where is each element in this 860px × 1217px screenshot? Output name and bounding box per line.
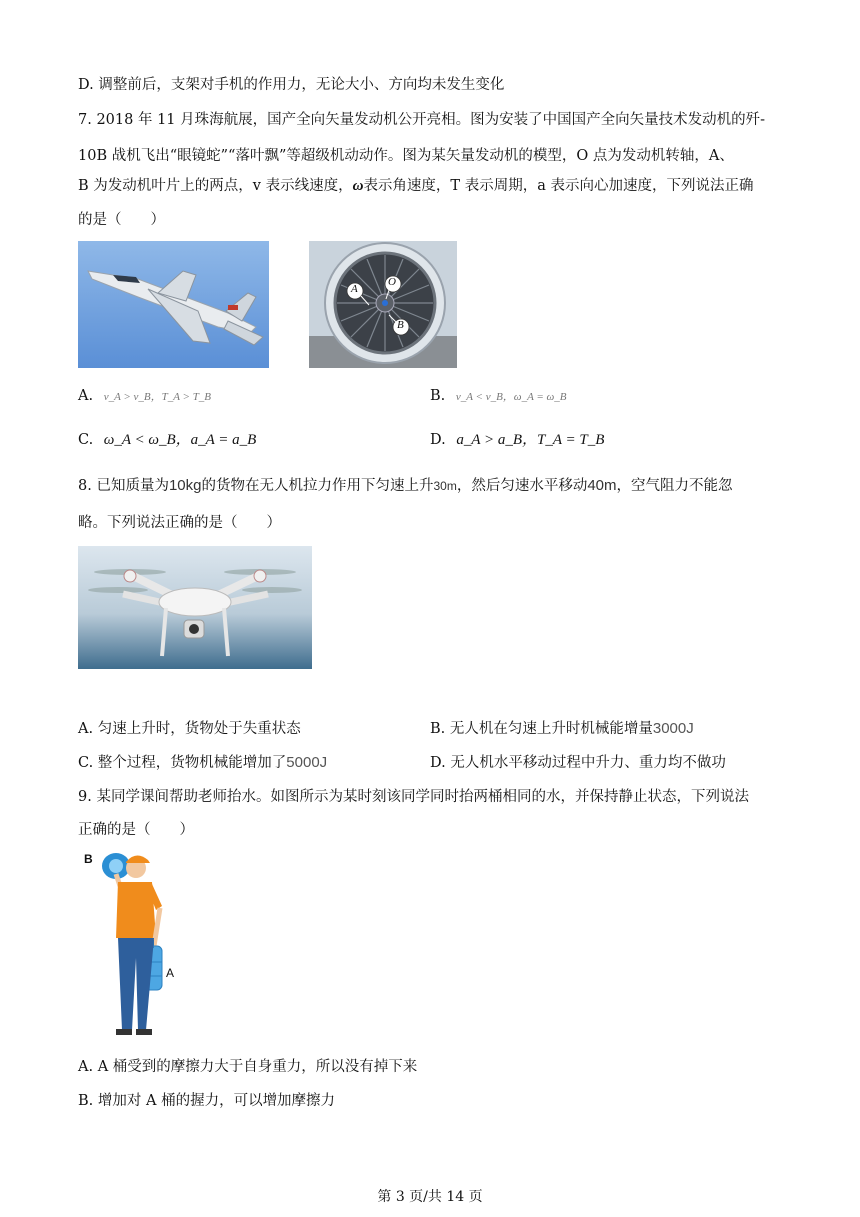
q7-option-d-label: D. bbox=[430, 432, 446, 448]
q7-stem-line4: 的是（ ） bbox=[78, 212, 165, 228]
q7-stem-line2: 10B 战机飞出“眼镜蛇”“落叶飘”等超级机动动作。图为某矢量发动机的模型，O 点为发动机转轴，A、 bbox=[78, 148, 734, 164]
q7-stem-line3b: 表示角速度，T 表示周期，a 表示向心加速度，下列说法正确 bbox=[363, 178, 754, 194]
q8-option-d: D. 无人机水平移动过程中升力、重力均不做功 bbox=[430, 755, 726, 771]
bucket-label-b: B bbox=[84, 852, 93, 866]
q8-rise: 30m bbox=[433, 479, 457, 493]
q8-option-b-value: 3000J bbox=[652, 720, 694, 737]
q8-option-a: A. 匀速上升时，货物处于失重状态 bbox=[78, 721, 301, 737]
q7-option-c-math: ω_A < ω_B，a_A = a_B bbox=[103, 432, 257, 448]
q9-option-a: A. A 桶受到的摩擦力大于自身重力，所以没有掉下来 bbox=[78, 1059, 418, 1075]
q7-option-a-math: v_A > v_B，T_A > T_B bbox=[103, 391, 212, 403]
q8-stem-part2: 的货物在无人机拉力作用下匀速上升 bbox=[201, 478, 434, 494]
q7-option-b bbox=[430, 386, 567, 407]
q7-option-b-math: v_A < v_B，ω_A = ω_B bbox=[455, 391, 567, 403]
engine-label-b: B bbox=[397, 319, 404, 331]
q9-option-b: B. 增加对 A 桶的握力，可以增加摩擦力 bbox=[78, 1093, 336, 1109]
q7-option-a bbox=[78, 386, 211, 407]
q8-stem-part3: ，然后匀速水平移动 bbox=[456, 478, 588, 494]
q8-move: 40m bbox=[587, 477, 617, 494]
engine-image bbox=[309, 241, 457, 368]
omega-symbol: ω bbox=[352, 178, 364, 194]
drone-image bbox=[78, 546, 312, 669]
q7-stem-line3a: B 为发动机叶片上的两点，v 表示线速度， bbox=[78, 178, 353, 194]
q7-option-d-math: a_A > a_B，T_A = T_B bbox=[456, 432, 605, 448]
q7-option-b-label: B. bbox=[430, 388, 446, 404]
engine-label-a: A bbox=[351, 283, 358, 295]
q8-option-c bbox=[78, 753, 327, 773]
q7-option-a-label: A. bbox=[78, 388, 94, 404]
q8-option-c-text: C. 整个过程，货物机械能增加了 bbox=[78, 755, 287, 771]
q7-stem-line3 bbox=[78, 176, 753, 196]
water-carrier-image bbox=[80, 846, 180, 1042]
q7-option-d bbox=[430, 430, 604, 450]
page-footer: 第 3 页/共 14 页 bbox=[377, 1189, 483, 1205]
q8-option-b bbox=[430, 719, 694, 739]
q8-stem-line2: 略。下列说法正确的是（ ） bbox=[78, 515, 281, 531]
q7-option-c bbox=[78, 430, 256, 450]
prev-option-d: D. 调整前后，支架对手机的作用力，无论大小、方向均未发生变化 bbox=[78, 77, 505, 93]
q8-option-c-value: 5000J bbox=[286, 754, 328, 771]
bucket-label-a: A bbox=[166, 966, 175, 980]
jet-fighter-image bbox=[78, 241, 269, 368]
q9-stem-line2: 正确的是（ ） bbox=[78, 822, 194, 838]
q8-stem-part1: 8. 已知质量为 bbox=[78, 478, 169, 494]
q9-stem-line1: 9. 某同学课间帮助老师抬水。如图所示为某时刻该同学同时抬两桶相同的水，并保持静止状态，下列说法 bbox=[78, 789, 749, 805]
engine-label-o: O bbox=[388, 276, 396, 288]
q8-stem-line1 bbox=[78, 476, 733, 496]
q8-mass: 10kg bbox=[168, 477, 202, 494]
q7-stem-line1: 7. 2018 年 11 月珠海航展，国产全向矢量发动机公开亮相。图为安装了中国国产全向矢量技术发动机的歼- bbox=[78, 112, 766, 128]
q8-stem-part4: ，空气阻力不能忽 bbox=[616, 478, 733, 494]
q8-option-b-text: B. 无人机在匀速上升时机械能增量 bbox=[430, 721, 653, 737]
q7-option-c-label: C. bbox=[78, 432, 94, 448]
